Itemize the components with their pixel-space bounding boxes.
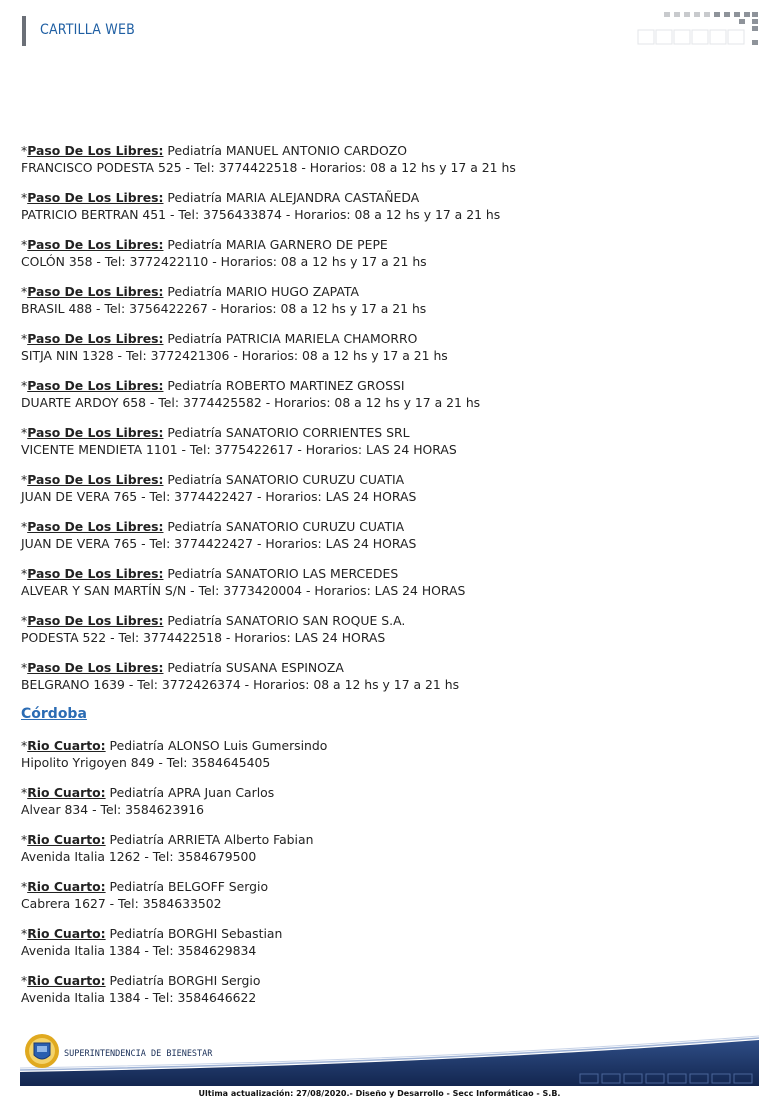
entry-provider: Pediatría SANATORIO CURUZU CUATIA xyxy=(163,519,405,534)
entry-title-line xyxy=(21,737,741,754)
entry-prefix: * xyxy=(21,472,28,487)
entry-location: Paso De Los Libres: xyxy=(27,284,164,299)
entry-detail: Alvear 834 - Tel: 3584623916 xyxy=(21,802,204,817)
entry-prefix: * xyxy=(21,973,28,988)
entries-paso-de-los-libres xyxy=(21,142,741,693)
entry-provider: Pediatría SUSANA ESPINOZA xyxy=(163,660,344,675)
entry-location: Paso De Los Libres: xyxy=(27,378,164,393)
entry-provider: Pediatría MARIA GARNERO DE PEPE xyxy=(163,237,388,252)
entry-provider: Pediatría ARRIETA Alberto Fabian xyxy=(105,832,314,847)
entry-detail: PATRICIO BERTRAN 451 - Tel: 3756433874 - Horarios: 08 a 12 hs y 17 a 21 hs xyxy=(21,207,501,222)
entry-prefix: * xyxy=(21,190,28,205)
entry-location: Paso De Los Libres: xyxy=(27,613,164,628)
entry-prefix: * xyxy=(21,284,28,299)
entry-provider: Pediatría BORGHI Sergio xyxy=(105,973,261,988)
entry-prefix: * xyxy=(21,566,28,581)
entry-detail: BELGRANO 1639 - Tel: 3772426374 - Horarios: 08 a 12 hs y 17 a 21 hs xyxy=(21,677,460,692)
entry-detail: COLÓN 358 - Tel: 3772422110 - Horarios: 08 a 12 hs y 17 a 21 hs xyxy=(21,254,427,269)
entry-detail: Avenida Italia 1384 - Tel: 3584646622 xyxy=(21,990,257,1005)
footer-last-update: Ultima actualización: 27/08/2020.- Diseño y Desarrollo - Secc Informáticao - S.B. xyxy=(198,1089,561,1098)
entry-provider: Pediatría APRA Juan Carlos xyxy=(105,785,275,800)
entry-prefix: * xyxy=(21,613,28,628)
list-item xyxy=(21,283,741,317)
entry-title-line xyxy=(21,878,741,895)
entry-location: Paso De Los Libres: xyxy=(27,190,164,205)
entry-title-line xyxy=(21,142,741,159)
entry-provider: Pediatría PATRICIA MARIELA CHAMORRO xyxy=(163,331,418,346)
entry-title-line xyxy=(21,471,741,488)
list-item xyxy=(21,330,741,364)
entry-location: Paso De Los Libres: xyxy=(27,566,164,581)
entry-provider: Pediatría ALONSO Luis Gumersindo xyxy=(105,738,328,753)
list-item xyxy=(21,878,741,912)
entry-title-line xyxy=(21,330,741,347)
list-item xyxy=(21,424,741,458)
entry-provider: Pediatría SANATORIO SAN ROQUE S.A. xyxy=(163,613,406,628)
entry-prefix: * xyxy=(21,738,28,753)
list-item xyxy=(21,972,741,1006)
entry-provider: Pediatría SANATORIO CORRIENTES SRL xyxy=(163,425,410,440)
entry-detail: Avenida Italia 1384 - Tel: 3584629834 xyxy=(21,943,257,958)
entry-provider: Pediatría BORGHI Sebastian xyxy=(105,926,283,941)
entry-title-line xyxy=(21,565,741,582)
entry-prefix: * xyxy=(21,378,28,393)
entry-title-line xyxy=(21,189,741,206)
entry-detail: JUAN DE VERA 765 - Tel: 3774422427 - Horarios: LAS 24 HORAS xyxy=(21,536,417,551)
entry-prefix: * xyxy=(21,785,28,800)
list-item xyxy=(21,925,741,959)
header-accent-bar xyxy=(22,16,26,46)
list-item xyxy=(21,565,741,599)
entry-title-line xyxy=(21,659,741,676)
emblem-logo-icon xyxy=(24,1033,60,1069)
list-item xyxy=(21,236,741,270)
list-item xyxy=(21,189,741,223)
entry-title-line xyxy=(21,925,741,942)
entry-location: Rio Cuarto: xyxy=(27,738,106,753)
list-item xyxy=(21,142,741,176)
entry-detail: PODESTA 522 - Tel: 3774422518 - Horarios: LAS 24 HORAS xyxy=(21,630,386,645)
entry-prefix: * xyxy=(21,143,28,158)
section-title-cordoba: Córdoba xyxy=(21,706,87,722)
list-item xyxy=(21,518,741,552)
entry-prefix: * xyxy=(21,660,28,675)
entry-prefix: * xyxy=(21,879,28,894)
entry-title-line xyxy=(21,612,741,629)
entry-provider: Pediatría MARIA ALEJANDRA CASTAÑEDA xyxy=(163,190,420,205)
entry-provider: Pediatría BELGOFF Sergio xyxy=(105,879,269,894)
entry-title-line xyxy=(21,518,741,535)
entry-location: Rio Cuarto: xyxy=(27,832,106,847)
entry-location: Rio Cuarto: xyxy=(27,926,106,941)
list-item xyxy=(21,737,741,771)
entry-detail: Avenida Italia 1262 - Tel: 3584679500 xyxy=(21,849,257,864)
entry-detail: FRANCISCO PODESTA 525 - Tel: 3774422518 - Horarios: 08 a 12 hs y 17 a 21 hs xyxy=(21,160,516,175)
entry-provider: Pediatría MARIO HUGO ZAPATA xyxy=(163,284,359,299)
entry-location: Paso De Los Libres: xyxy=(27,519,164,534)
entry-title-line xyxy=(21,972,741,989)
entry-title-line xyxy=(21,236,741,253)
list-item xyxy=(21,471,741,505)
entry-title-line xyxy=(21,377,741,394)
entry-title-line xyxy=(21,424,741,441)
entry-location: Paso De Los Libres: xyxy=(27,237,164,252)
entry-prefix: * xyxy=(21,832,28,847)
entry-detail: Hipolito Yrigoyen 849 - Tel: 3584645405 xyxy=(21,755,271,770)
entry-prefix: * xyxy=(21,519,28,534)
entry-title-line xyxy=(21,831,741,848)
entry-detail: Cabrera 1627 - Tel: 3584633502 xyxy=(21,896,222,911)
entry-prefix: * xyxy=(21,237,28,252)
entry-prefix: * xyxy=(21,425,28,440)
list-item xyxy=(21,659,741,693)
entry-prefix: * xyxy=(21,331,28,346)
entry-provider: Pediatría SANATORIO LAS MERCEDES xyxy=(163,566,399,581)
list-item xyxy=(21,831,741,865)
header-squares-decoration xyxy=(634,10,759,48)
entries-rio-cuarto xyxy=(21,737,741,1006)
entry-location: Rio Cuarto: xyxy=(27,785,106,800)
entry-title-line xyxy=(21,784,741,801)
entry-title-line xyxy=(21,283,741,300)
entry-detail: SITJA NIN 1328 - Tel: 3772421306 - Horarios: 08 a 12 hs y 17 a 21 hs xyxy=(21,348,448,363)
footer-organization: SUPERINTENDENCIA DE BIENESTAR xyxy=(64,1049,213,1059)
entry-location: Rio Cuarto: xyxy=(27,879,106,894)
entry-location: Paso De Los Libres: xyxy=(27,660,164,675)
list-item xyxy=(21,784,741,818)
entry-location: Paso De Los Libres: xyxy=(27,331,164,346)
directory-content xyxy=(21,142,741,1019)
entry-location: Paso De Los Libres: xyxy=(27,425,164,440)
entry-location: Rio Cuarto: xyxy=(27,973,106,988)
page-title: CARTILLA WEB xyxy=(40,22,135,38)
entry-prefix: * xyxy=(21,926,28,941)
entry-location: Paso De Los Libres: xyxy=(27,472,164,487)
entry-provider: Pediatría ROBERTO MARTINEZ GROSSI xyxy=(163,378,405,393)
list-item xyxy=(21,377,741,411)
entry-detail: BRASIL 488 - Tel: 3756422267 - Horarios: 08 a 12 hs y 17 a 21 hs xyxy=(21,301,427,316)
entry-provider: Pediatría SANATORIO CURUZU CUATIA xyxy=(163,472,405,487)
entry-location: Paso De Los Libres: xyxy=(27,143,164,158)
list-item xyxy=(21,612,741,646)
entry-detail: VICENTE MENDIETA 1101 - Tel: 3775422617 - Horarios: LAS 24 HORAS xyxy=(21,442,457,457)
entry-provider: Pediatría MANUEL ANTONIO CARDOZO xyxy=(163,143,408,158)
entry-detail: JUAN DE VERA 765 - Tel: 3774422427 - Horarios: LAS 24 HORAS xyxy=(21,489,417,504)
entry-detail: DUARTE ARDOY 658 - Tel: 3774425582 - Horarios: 08 a 12 hs y 17 a 21 hs xyxy=(21,395,481,410)
entry-detail: ALVEAR Y SAN MARTÍN S/N - Tel: 3773420004 - Horarios: LAS 24 HORAS xyxy=(21,583,466,598)
